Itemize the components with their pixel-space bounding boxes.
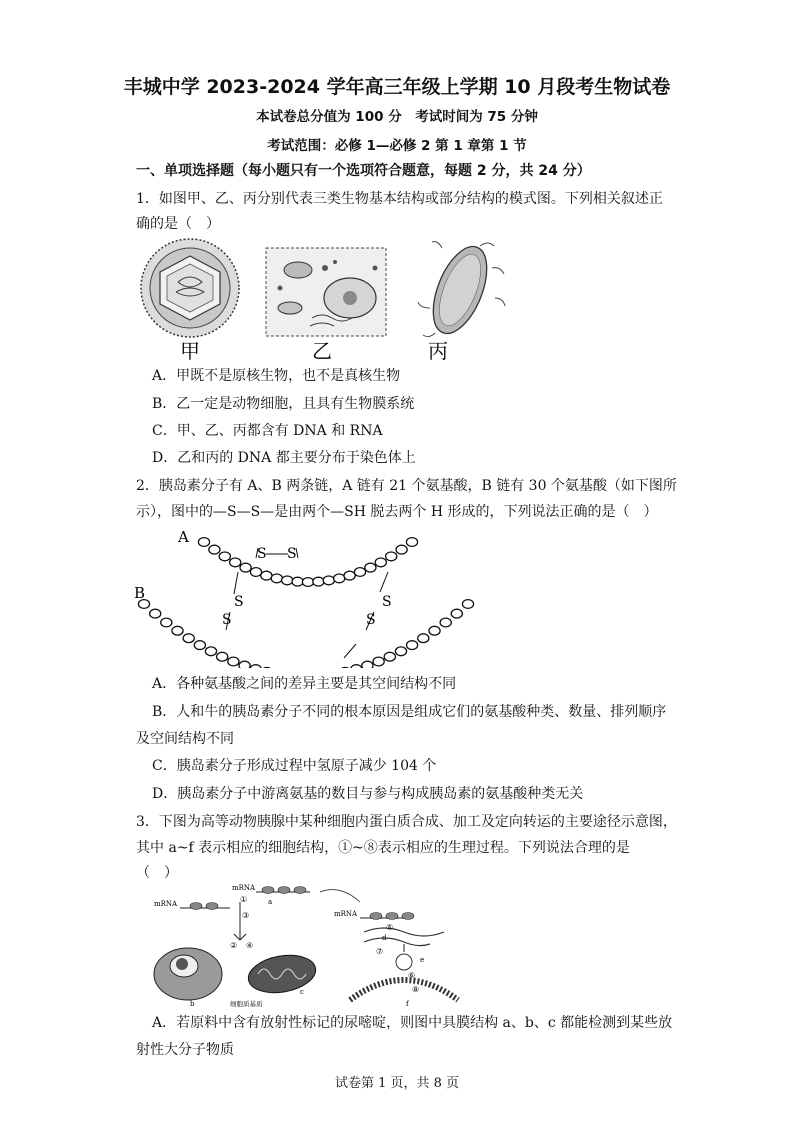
q1-option-b[interactable]: B．乙一定是动物细胞，且具有生物膜系统 [152,396,415,412]
amino-acid-bead [292,577,303,586]
amino-acid-bead [172,626,183,635]
step-label: ④ [246,941,254,950]
amino-acid-bead [217,652,228,661]
cell-drawing [266,248,386,336]
structure-label: f [406,1000,409,1008]
amino-acid-bead [302,578,313,587]
step-label: ⑤ [386,923,394,932]
amino-acid-bead [351,665,362,668]
amino-acid-bead [239,661,250,668]
q3-option-a-line2[interactable]: 射性大分子物质 [136,1042,234,1058]
amino-acid-bead [429,626,440,635]
score-time-line: 本试卷总分值为 100 分 考试时间为 75 分钟 [256,109,538,125]
amino-acid-bead [250,568,261,577]
q3-stem-line3: （ ） [136,865,178,881]
q1-stem-line1: 1．如图甲、乙、丙分别代表三类生物基本结构或部分结构的模式图。下列相关叙述正 [136,191,663,207]
mrna-label: mRNA [334,910,358,918]
amino-acid-bead [194,641,205,650]
step-label: ② [230,941,238,950]
structure-label: d [382,934,387,942]
q2-stem-line2: 示），图中的—S—S—是由两个—SH 脱去两个 H 形成的，下列说法正确的是（ ） [136,504,658,520]
page-number: 试卷第 1 页，共 8 页 [334,1076,460,1091]
cytoplasm-label: 细胞质基质 [230,1000,263,1008]
amino-acid-bead [386,552,397,561]
q3-protein-pathway-figure [150,882,460,1008]
amino-acid-bead [209,545,220,554]
q2-stem-line1: 2．胰岛素分子有 A、B 两条链，A 链有 21 个氨基酸，B 链有 30 个氨基酸（如下图所 [136,478,677,494]
amino-acid-bead [334,574,345,583]
step-label: ⑦ [376,947,384,956]
amino-acid-bead [395,647,406,656]
amino-acid-bead [313,577,324,586]
amino-acid-bead [271,574,282,583]
amino-acid-bead [282,576,293,585]
amino-acid-bead [240,563,251,572]
amino-acid-bead [161,618,172,627]
bacterium-drawing [418,239,505,341]
amino-acid-bead [150,609,161,618]
mrna-label: mRNA [154,900,178,908]
structure-label: a [268,898,273,906]
amino-acid-bead [340,667,351,668]
section-1-heading: 一、单项选择题（每小题只有一个选项符合题意，每题 2 分，共 24 分） [136,163,591,179]
chain-b-label: B [134,584,146,602]
q2-option-d[interactable]: D．胰岛素分子中游离氨基的数目与参与构成胰岛素的氨基酸种类无关 [152,786,584,802]
structure-label: c [300,988,304,996]
amino-acid-bead [451,609,462,618]
sulfur-label: S [257,546,267,562]
q1-option-c[interactable]: C．甲、乙、丙都含有 DNA 和 RNA [152,423,383,439]
figure-label-bing: 丙 [428,339,448,363]
chain-b [138,600,473,668]
figure-label-yi: 乙 [312,339,332,363]
q1-stem-line2: 确的是（ ） [136,216,220,232]
amino-acid-bead [407,641,418,650]
sulfur-label: S [366,612,376,628]
virus-drawing [141,239,239,337]
q2-option-b-line1[interactable]: B．人和牛的胰岛素分子不同的根本原因是组成它们的氨基酸种类、数量、排列顺序 [152,704,667,720]
q1-option-d[interactable]: D．乙和丙的 DNA 都主要分布于染色体上 [152,450,416,466]
figure-label-jia: 甲 [180,339,200,363]
amino-acid-bead [261,571,272,580]
amino-acid-bead [183,634,194,643]
amino-acid-bead [384,652,395,661]
amino-acid-bead [406,538,417,547]
chain-a-label: A [178,528,189,546]
amino-acid-bead [323,576,334,585]
amino-acid-bead [344,571,355,580]
amino-acid-bead [365,563,376,572]
amino-acid-bead [250,665,261,668]
exam-scope-line: 考试范围：必修 1—必修 2 第 1 章第 1 节 [267,138,527,154]
sulfur-label: S [287,546,297,562]
q2-option-c[interactable]: C．胰岛素分子形成过程中氢原子减少 104 个 [152,758,437,774]
amino-acid-bead [362,661,373,668]
structure-label: b [190,1000,195,1008]
exam-title: 丰城中学 2023-2024 学年高三年级上学期 10 月段考生物试卷 [123,76,671,98]
sulfur-label: S [382,594,392,610]
amino-acid-bead [205,647,216,656]
q3-stem-line1: 3．下图为高等动物胰腺中某种细胞内蛋白质合成、加工及定向转运的主要途径示意图， [136,814,677,830]
amino-acid-bead [373,657,384,666]
structure-label: e [420,956,425,964]
amino-acid-bead [462,600,473,609]
step-label: ① [240,895,248,904]
amino-acid-bead [198,538,209,547]
mrna-label: mRNA [232,884,256,892]
q3-option-a-line1[interactable]: A．若原料中含有放射性标记的尿嘧啶，则图中具膜结构 a、b、c 都能检测到某些放 [152,1015,673,1031]
step-label: ⑧ [412,985,420,994]
q1-figure [130,238,530,366]
amino-acid-bead [261,667,272,668]
q2-option-b-line2[interactable]: 及空间结构不同 [136,731,234,747]
amino-acid-bead [228,657,239,666]
step-label: ⑥ [408,971,416,980]
q2-insulin-figure [130,526,510,668]
q2-option-a[interactable]: A．各种氨基酸之间的差异主要是其空间结构不同 [152,676,457,692]
amino-acid-bead [396,545,407,554]
q1-option-a[interactable]: A．甲既不是原核生物，也不是真核生物 [152,368,401,384]
q3-stem-line2: 其中 a~f 表示相应的细胞结构，①~⑧表示相应的生理过程。下列说法合理的是 [136,840,630,856]
amino-acid-bead [418,634,429,643]
sulfur-label: S [234,594,244,610]
amino-acid-bead [230,558,241,567]
amino-acid-bead [354,568,365,577]
sulfur-label: S [222,612,232,628]
amino-acid-bead [219,552,230,561]
amino-acid-bead [440,618,451,627]
step-label: ③ [242,911,250,920]
amino-acid-bead [375,558,386,567]
